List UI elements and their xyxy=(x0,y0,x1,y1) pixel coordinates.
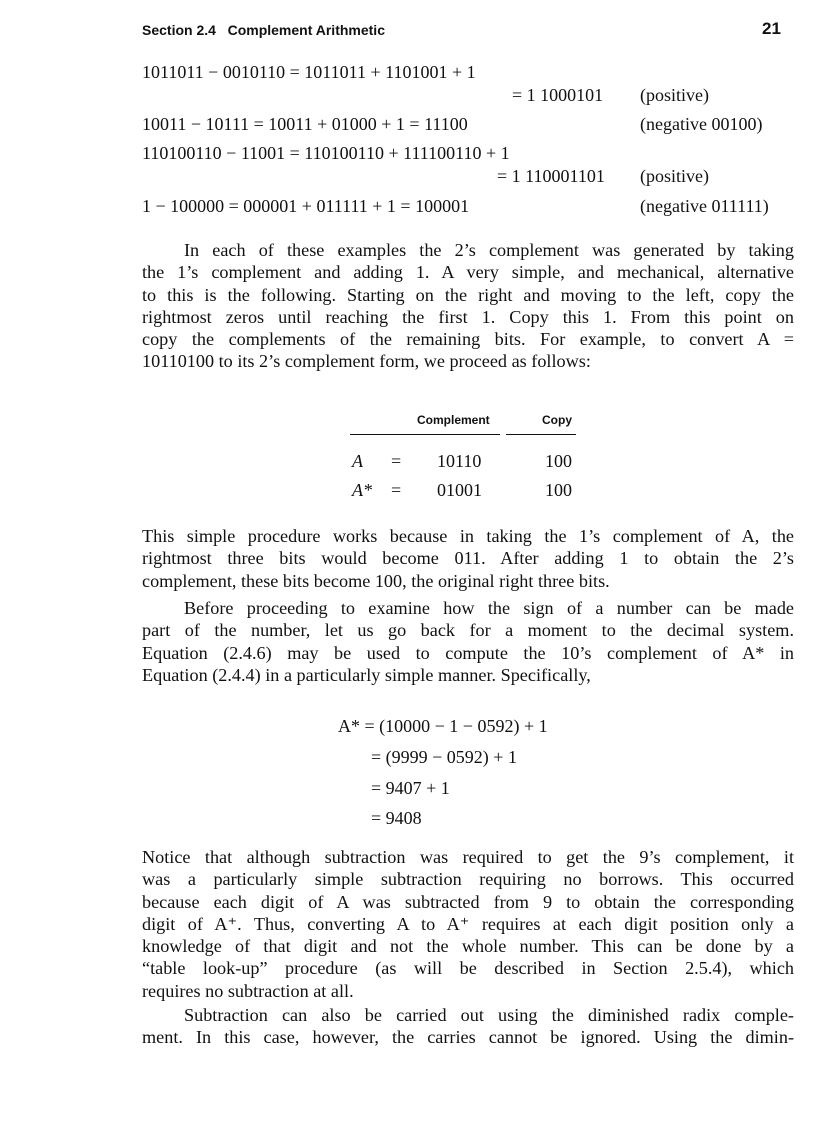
equation-step-2: = 9407 + 1 xyxy=(371,778,450,798)
text-line: This simple procedure works because in taking the 1’s complement of A, the xyxy=(142,526,794,546)
table-header-copy: Copy xyxy=(542,413,572,427)
text-line: Subtraction can also be carried out using the diminished radix comple- xyxy=(184,1005,794,1025)
example-4-note: (negative 011111) xyxy=(640,196,769,216)
running-header xyxy=(142,22,385,38)
table-row-1-complement: 10110 xyxy=(437,451,482,471)
text-line: digit of A⁺. Thus, converting A to A⁺ requires at each digit position only a xyxy=(142,913,794,934)
example-2-note: (negative 00100) xyxy=(640,114,763,134)
text-line: Equation (2.4.4) in a particularly simple manner. Specifically, xyxy=(142,664,591,685)
example-3-line-2: = 1 110001101 xyxy=(497,166,605,186)
table-row-2-equals: = xyxy=(391,480,402,500)
example-4-line-1: 1 − 100000 = 000001 + 011111 + 1 = 100001 xyxy=(142,196,470,216)
paragraph-diminished-radix xyxy=(142,1004,794,1049)
example-2-line-1: 10011 − 10111 = 10011 + 01000 + 1 = 11100 xyxy=(142,114,468,134)
paragraph-twos-complement-method xyxy=(142,239,794,373)
table-rule-left xyxy=(350,434,500,435)
text-line: complement, these bits become 100, the original right three bits. xyxy=(142,570,610,591)
text-line: copy the complements of the remaining bits. For example, to convert A = xyxy=(142,329,794,350)
example-3-note: (positive) xyxy=(640,166,709,186)
text-line: was a particularly simple subtraction requiring no borrows. This occurred xyxy=(142,869,794,890)
table-rule-right xyxy=(506,434,576,435)
table-row-2-copy: 100 xyxy=(545,480,572,500)
text-line: In each of these examples the 2’s complement was generated by taking xyxy=(184,240,794,260)
table-row-2-complement: 01001 xyxy=(437,480,482,500)
example-1-note: (positive) xyxy=(640,85,709,105)
table-header-complement: Complement xyxy=(417,413,490,427)
text-line: requires no subtraction at all. xyxy=(142,980,354,1001)
paragraph-decimal-system xyxy=(142,597,794,686)
equation-lhs: A* = (10000 − 1 − 0592) + 1 xyxy=(338,716,548,736)
page-number: 21 xyxy=(762,19,781,38)
text-line: rightmost three bits would become 011. After adding 1 to obtain the 2’s xyxy=(142,548,794,569)
text-line: ment. In this case, however, the carries cannot be ignored. Using the dimin- xyxy=(142,1027,794,1048)
text-line: 10110100 to its 2’s complement form, we proceed as follows: xyxy=(142,351,591,372)
table-row-2-label: A* xyxy=(352,480,372,500)
text-line: Notice that although subtraction was required to get the 9’s complement, it xyxy=(142,847,794,867)
paragraph-nines-complement xyxy=(142,846,794,1002)
section-title: Complement Arithmetic xyxy=(227,22,385,38)
text-line: to this is the following. Starting on the right and moving to the left, copy the xyxy=(142,284,794,305)
section-number: Section 2.4 xyxy=(142,22,216,38)
equation-step-1: = (9999 − 0592) + 1 xyxy=(371,747,517,767)
equation-step-3: = 9408 xyxy=(371,808,422,828)
text-line: because each digit of A was subtracted from 9 to obtain the corresponding xyxy=(142,891,794,912)
table-row-1-label: A xyxy=(352,451,363,471)
text-line: “table look-up” procedure (as will be described in Section 2.5.4), which xyxy=(142,958,794,979)
text-line: the 1’s complement and adding 1. A very simple, and mechanical, alternative xyxy=(142,262,794,283)
text-line: knowledge of that digit and not the whole number. This can be done by a xyxy=(142,936,794,957)
text-line: rightmost zeros until reaching the first 1. Copy this 1. From this point on xyxy=(142,306,794,327)
table-row-1-copy: 100 xyxy=(545,451,572,471)
example-1-line-1: 1011011 − 0010110 = 1011011 + 1101001 + 1 xyxy=(142,62,476,82)
paragraph-why-it-works xyxy=(142,525,794,592)
text-line: Before proceeding to examine how the sign of a number can be made xyxy=(184,598,794,618)
example-3-line-1: 110100110 − 11001 = 110100110 + 111100110 + 1 xyxy=(142,143,510,163)
text-line: part of the number, let us go back for a moment to the decimal system. xyxy=(142,620,794,641)
table-row-1-equals: = xyxy=(391,451,402,471)
example-1-line-2: = 1 1000101 xyxy=(512,85,604,105)
text-line: Equation (2.4.6) may be used to compute the 10’s complement of A* in xyxy=(142,642,794,663)
